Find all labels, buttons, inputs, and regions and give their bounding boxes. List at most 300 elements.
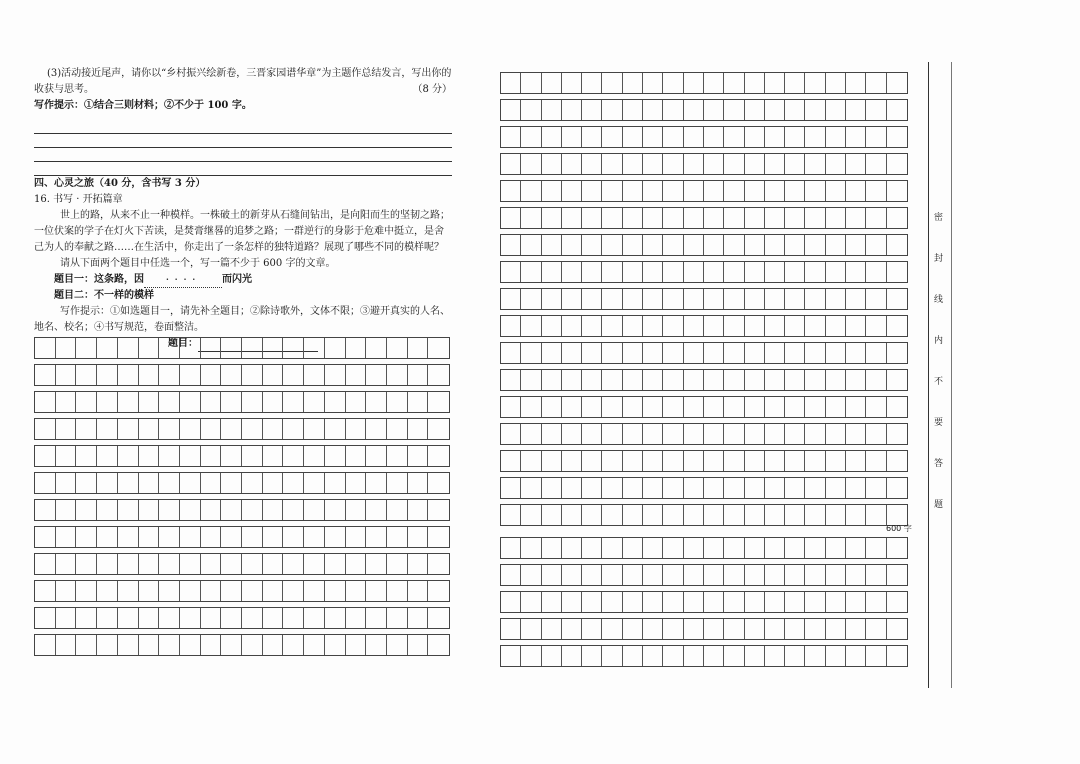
- grid-cell[interactable]: [325, 473, 346, 493]
- grid-cell[interactable]: [785, 127, 805, 147]
- grid-cell[interactable]: [76, 446, 97, 466]
- grid-cell[interactable]: [408, 500, 429, 520]
- grid-cell[interactable]: [663, 592, 683, 612]
- grid-cell[interactable]: [826, 289, 846, 309]
- grid-cell[interactable]: [428, 419, 449, 439]
- grid-cell[interactable]: [684, 343, 704, 363]
- grid-cell[interactable]: [826, 100, 846, 120]
- grid-cell[interactable]: [139, 554, 160, 574]
- grid-cell[interactable]: [765, 646, 785, 666]
- grid-cell[interactable]: [501, 592, 521, 612]
- grid-cell[interactable]: [408, 473, 429, 493]
- grid-cell[interactable]: [542, 538, 562, 558]
- grid-cell[interactable]: [724, 100, 744, 120]
- grid-cell[interactable]: [263, 527, 284, 547]
- grid-cell[interactable]: [724, 370, 744, 390]
- q3-answer-lines[interactable]: [34, 120, 452, 176]
- grid-cell[interactable]: [684, 451, 704, 471]
- grid-cell[interactable]: [521, 73, 541, 93]
- grid-cell[interactable]: [562, 100, 582, 120]
- grid-cell[interactable]: [724, 397, 744, 417]
- grid-cell[interactable]: [346, 365, 367, 385]
- grid-cell[interactable]: [866, 451, 886, 471]
- grid-cell[interactable]: [501, 181, 521, 201]
- grid-cell[interactable]: [846, 235, 866, 255]
- grid-cell[interactable]: [582, 478, 602, 498]
- grid-cell[interactable]: [304, 581, 325, 601]
- grid-cell[interactable]: [724, 73, 744, 93]
- grid-cell[interactable]: [643, 343, 663, 363]
- grid-cell[interactable]: [221, 527, 242, 547]
- grid-cell[interactable]: [562, 154, 582, 174]
- grid-cell[interactable]: [887, 538, 907, 558]
- grid-cell[interactable]: [663, 478, 683, 498]
- grid-cell[interactable]: [521, 100, 541, 120]
- grid-cell[interactable]: [805, 262, 825, 282]
- grid-cell[interactable]: [325, 338, 346, 358]
- grid-cell[interactable]: [501, 397, 521, 417]
- grid-cell[interactable]: [97, 338, 118, 358]
- grid-cell[interactable]: [387, 473, 408, 493]
- grid-cell[interactable]: [745, 397, 765, 417]
- grid-cell[interactable]: [887, 565, 907, 585]
- grid-cell[interactable]: [56, 419, 77, 439]
- grid-cell[interactable]: [304, 554, 325, 574]
- grid-cell[interactable]: [623, 619, 643, 639]
- grid-cell[interactable]: [76, 635, 97, 655]
- grid-cell[interactable]: [118, 419, 139, 439]
- grid-cell[interactable]: [724, 478, 744, 498]
- grid-cell[interactable]: [97, 473, 118, 493]
- grid-cell[interactable]: [35, 581, 56, 601]
- grid-cell[interactable]: [221, 338, 242, 358]
- grid-cell[interactable]: [159, 446, 180, 466]
- grid-cell[interactable]: [159, 527, 180, 547]
- grid-cell[interactable]: [663, 424, 683, 444]
- grid-cell[interactable]: [201, 392, 222, 412]
- grid-cell[interactable]: [704, 235, 724, 255]
- grid-cell[interactable]: [866, 235, 886, 255]
- grid-cell[interactable]: [56, 338, 77, 358]
- grid-cell[interactable]: [805, 208, 825, 228]
- grid-cell[interactable]: [765, 127, 785, 147]
- grid-cell[interactable]: [623, 316, 643, 336]
- grid-cell[interactable]: [724, 316, 744, 336]
- grid-cell[interactable]: [846, 154, 866, 174]
- grid-cell[interactable]: [542, 127, 562, 147]
- grid-cell[interactable]: [826, 619, 846, 639]
- grid-cell[interactable]: [263, 392, 284, 412]
- grid-cell[interactable]: [118, 554, 139, 574]
- grid-cell[interactable]: [521, 619, 541, 639]
- grid-cell[interactable]: [118, 608, 139, 628]
- grid-cell[interactable]: [35, 338, 56, 358]
- grid-cell[interactable]: [887, 343, 907, 363]
- grid-cell[interactable]: [887, 316, 907, 336]
- grid-cell[interactable]: [887, 478, 907, 498]
- grid-cell[interactable]: [118, 392, 139, 412]
- grid-cell[interactable]: [56, 635, 77, 655]
- grid-cell[interactable]: [602, 370, 622, 390]
- grid-cell[interactable]: [826, 73, 846, 93]
- grid-cell[interactable]: [704, 451, 724, 471]
- grid-cell[interactable]: [562, 208, 582, 228]
- grid-cell[interactable]: [745, 592, 765, 612]
- grid-cell[interactable]: [501, 316, 521, 336]
- grid-cell[interactable]: [304, 608, 325, 628]
- grid-cell[interactable]: [501, 565, 521, 585]
- grid-cell[interactable]: [304, 635, 325, 655]
- grid-cell[interactable]: [366, 419, 387, 439]
- grid-cell[interactable]: [159, 473, 180, 493]
- grid-cell[interactable]: [684, 73, 704, 93]
- grid-cell[interactable]: [221, 500, 242, 520]
- grid-cell[interactable]: [428, 554, 449, 574]
- grid-cell[interactable]: [346, 446, 367, 466]
- grid-cell[interactable]: [366, 338, 387, 358]
- grid-cell[interactable]: [562, 289, 582, 309]
- grid-cell[interactable]: [35, 527, 56, 547]
- grid-cell[interactable]: [846, 505, 866, 525]
- grid-cell[interactable]: [387, 500, 408, 520]
- grid-cell[interactable]: [428, 527, 449, 547]
- grid-cell[interactable]: [366, 581, 387, 601]
- grid-cell[interactable]: [826, 646, 846, 666]
- grid-cell[interactable]: [408, 635, 429, 655]
- grid-cell[interactable]: [180, 608, 201, 628]
- grid-cell[interactable]: [623, 592, 643, 612]
- grid-cell[interactable]: [242, 392, 263, 412]
- grid-cell[interactable]: [785, 262, 805, 282]
- grid-cell[interactable]: [745, 619, 765, 639]
- grid-cell[interactable]: [408, 581, 429, 601]
- grid-cell[interactable]: [623, 181, 643, 201]
- answer-line[interactable]: [34, 120, 452, 134]
- grid-cell[interactable]: [846, 208, 866, 228]
- grid-cell[interactable]: [201, 365, 222, 385]
- grid-cell[interactable]: [623, 73, 643, 93]
- grid-cell[interactable]: [684, 397, 704, 417]
- grid-cell[interactable]: [724, 505, 744, 525]
- grid-cell[interactable]: [866, 289, 886, 309]
- grid-cell[interactable]: [283, 392, 304, 412]
- grid-cell[interactable]: [408, 527, 429, 547]
- grid-cell[interactable]: [582, 262, 602, 282]
- grid-cell[interactable]: [724, 154, 744, 174]
- grid-cell[interactable]: [562, 316, 582, 336]
- grid-cell[interactable]: [684, 235, 704, 255]
- grid-cell[interactable]: [542, 370, 562, 390]
- grid-cell[interactable]: [201, 338, 222, 358]
- grid-cell[interactable]: [745, 646, 765, 666]
- grid-cell[interactable]: [283, 500, 304, 520]
- grid-cell[interactable]: [745, 127, 765, 147]
- grid-cell[interactable]: [724, 565, 744, 585]
- grid-cell[interactable]: [325, 608, 346, 628]
- grid-cell[interactable]: [602, 343, 622, 363]
- grid-cell[interactable]: [76, 419, 97, 439]
- grid-row[interactable]: [34, 499, 450, 521]
- grid-row[interactable]: [500, 99, 908, 121]
- grid-cell[interactable]: [887, 619, 907, 639]
- grid-cell[interactable]: [623, 646, 643, 666]
- grid-cell[interactable]: [805, 397, 825, 417]
- grid-cell[interactable]: [866, 538, 886, 558]
- grid-cell[interactable]: [643, 370, 663, 390]
- grid-cell[interactable]: [846, 316, 866, 336]
- grid-cell[interactable]: [765, 100, 785, 120]
- grid-cell[interactable]: [684, 127, 704, 147]
- grid-cell[interactable]: [643, 619, 663, 639]
- grid-cell[interactable]: [643, 154, 663, 174]
- grid-cell[interactable]: [346, 635, 367, 655]
- grid-cell[interactable]: [826, 154, 846, 174]
- grid-row[interactable]: [500, 234, 908, 256]
- grid-cell[interactable]: [846, 592, 866, 612]
- grid-cell[interactable]: [663, 343, 683, 363]
- grid-cell[interactable]: [35, 473, 56, 493]
- grid-cell[interactable]: [663, 646, 683, 666]
- grid-cell[interactable]: [35, 446, 56, 466]
- grid-cell[interactable]: [582, 451, 602, 471]
- grid-row[interactable]: [34, 364, 450, 386]
- grid-cell[interactable]: [263, 581, 284, 601]
- grid-cell[interactable]: [887, 289, 907, 309]
- grid-cell[interactable]: [846, 451, 866, 471]
- grid-cell[interactable]: [866, 343, 886, 363]
- grid-cell[interactable]: [826, 208, 846, 228]
- grid-cell[interactable]: [242, 608, 263, 628]
- grid-cell[interactable]: [684, 619, 704, 639]
- grid-cell[interactable]: [242, 527, 263, 547]
- grid-cell[interactable]: [387, 608, 408, 628]
- grid-cell[interactable]: [643, 262, 663, 282]
- grid-cell[interactable]: [602, 127, 622, 147]
- grid-row[interactable]: [34, 472, 450, 494]
- grid-cell[interactable]: [866, 424, 886, 444]
- grid-cell[interactable]: [826, 262, 846, 282]
- grid-cell[interactable]: [428, 581, 449, 601]
- grid-cell[interactable]: [521, 127, 541, 147]
- grid-cell[interactable]: [684, 154, 704, 174]
- grid-cell[interactable]: [180, 446, 201, 466]
- grid-cell[interactable]: [623, 343, 643, 363]
- grid-cell[interactable]: [501, 478, 521, 498]
- grid-row[interactable]: [500, 450, 908, 472]
- grid-cell[interactable]: [623, 478, 643, 498]
- grid-cell[interactable]: [56, 527, 77, 547]
- grid-cell[interactable]: [745, 100, 765, 120]
- grid-cell[interactable]: [501, 73, 521, 93]
- grid-cell[interactable]: [663, 73, 683, 93]
- grid-cell[interactable]: [724, 127, 744, 147]
- grid-cell[interactable]: [602, 505, 622, 525]
- grid-cell[interactable]: [704, 73, 724, 93]
- grid-cell[interactable]: [501, 343, 521, 363]
- grid-cell[interactable]: [684, 208, 704, 228]
- grid-cell[interactable]: [180, 554, 201, 574]
- grid-cell[interactable]: [56, 365, 77, 385]
- grid-cell[interactable]: [663, 127, 683, 147]
- grid-cell[interactable]: [283, 365, 304, 385]
- grid-cell[interactable]: [562, 538, 582, 558]
- grid-cell[interactable]: [76, 554, 97, 574]
- grid-cell[interactable]: [805, 235, 825, 255]
- grid-cell[interactable]: [846, 262, 866, 282]
- grid-cell[interactable]: [428, 500, 449, 520]
- grid-cell[interactable]: [428, 473, 449, 493]
- grid-cell[interactable]: [542, 316, 562, 336]
- grid-cell[interactable]: [805, 646, 825, 666]
- grid-cell[interactable]: [846, 181, 866, 201]
- grid-cell[interactable]: [826, 592, 846, 612]
- grid-cell[interactable]: [159, 338, 180, 358]
- grid-cell[interactable]: [139, 338, 160, 358]
- grid-cell[interactable]: [221, 365, 242, 385]
- grid-cell[interactable]: [521, 289, 541, 309]
- grid-cell[interactable]: [283, 473, 304, 493]
- grid-cell[interactable]: [408, 365, 429, 385]
- grid-cell[interactable]: [623, 370, 643, 390]
- grid-cell[interactable]: [582, 235, 602, 255]
- grid-cell[interactable]: [602, 538, 622, 558]
- grid-cell[interactable]: [643, 73, 663, 93]
- grid-cell[interactable]: [765, 235, 785, 255]
- grid-cell[interactable]: [846, 127, 866, 147]
- grid-cell[interactable]: [704, 478, 724, 498]
- grid-cell[interactable]: [623, 424, 643, 444]
- grid-cell[interactable]: [304, 500, 325, 520]
- grid-cell[interactable]: [704, 538, 724, 558]
- grid-cell[interactable]: [887, 100, 907, 120]
- grid-cell[interactable]: [180, 473, 201, 493]
- grid-cell[interactable]: [562, 370, 582, 390]
- grid-cell[interactable]: [582, 424, 602, 444]
- grid-cell[interactable]: [643, 478, 663, 498]
- grid-cell[interactable]: [201, 419, 222, 439]
- grid-cell[interactable]: [521, 646, 541, 666]
- grid-cell[interactable]: [887, 505, 907, 525]
- grid-cell[interactable]: [582, 73, 602, 93]
- grid-cell[interactable]: [387, 527, 408, 547]
- grid-cell[interactable]: [765, 262, 785, 282]
- grid-cell[interactable]: [684, 538, 704, 558]
- grid-cell[interactable]: [663, 181, 683, 201]
- grid-cell[interactable]: [35, 608, 56, 628]
- grid-cell[interactable]: [346, 527, 367, 547]
- grid-cell[interactable]: [866, 208, 886, 228]
- grid-cell[interactable]: [180, 365, 201, 385]
- grid-cell[interactable]: [582, 289, 602, 309]
- grid-row[interactable]: [500, 72, 908, 94]
- grid-cell[interactable]: [785, 478, 805, 498]
- grid-cell[interactable]: [408, 554, 429, 574]
- grid-cell[interactable]: [704, 127, 724, 147]
- grid-cell[interactable]: [221, 419, 242, 439]
- grid-cell[interactable]: [263, 608, 284, 628]
- grid-cell[interactable]: [785, 451, 805, 471]
- grid-cell[interactable]: [387, 392, 408, 412]
- grid-cell[interactable]: [643, 289, 663, 309]
- grid-cell[interactable]: [408, 338, 429, 358]
- grid-cell[interactable]: [866, 397, 886, 417]
- grid-cell[interactable]: [724, 235, 744, 255]
- grid-row[interactable]: [500, 126, 908, 148]
- grid-cell[interactable]: [684, 505, 704, 525]
- grid-cell[interactable]: [745, 565, 765, 585]
- grid-cell[interactable]: [366, 392, 387, 412]
- grid-cell[interactable]: [846, 370, 866, 390]
- grid-cell[interactable]: [97, 419, 118, 439]
- grid-cell[interactable]: [623, 451, 643, 471]
- grid-cell[interactable]: [846, 565, 866, 585]
- grid-cell[interactable]: [283, 446, 304, 466]
- grid-cell[interactable]: [704, 592, 724, 612]
- grid-cell[interactable]: [724, 592, 744, 612]
- grid-cell[interactable]: [866, 646, 886, 666]
- grid-row[interactable]: [34, 580, 450, 602]
- grid-cell[interactable]: [643, 127, 663, 147]
- grid-cell[interactable]: [765, 316, 785, 336]
- grid-cell[interactable]: [562, 262, 582, 282]
- grid-cell[interactable]: [684, 424, 704, 444]
- grid-cell[interactable]: [180, 581, 201, 601]
- grid-cell[interactable]: [346, 581, 367, 601]
- grid-cell[interactable]: [201, 635, 222, 655]
- grid-cell[interactable]: [325, 446, 346, 466]
- grid-cell[interactable]: [805, 478, 825, 498]
- grid-cell[interactable]: [805, 451, 825, 471]
- grid-cell[interactable]: [263, 554, 284, 574]
- grid-cell[interactable]: [663, 316, 683, 336]
- grid-cell[interactable]: [785, 592, 805, 612]
- grid-cell[interactable]: [582, 181, 602, 201]
- grid-cell[interactable]: [521, 235, 541, 255]
- grid-cell[interactable]: [765, 397, 785, 417]
- grid-cell[interactable]: [562, 127, 582, 147]
- grid-cell[interactable]: [785, 505, 805, 525]
- grid-cell[interactable]: [602, 424, 622, 444]
- grid-cell[interactable]: [887, 370, 907, 390]
- grid-cell[interactable]: [704, 316, 724, 336]
- grid-cell[interactable]: [826, 397, 846, 417]
- grid-cell[interactable]: [562, 424, 582, 444]
- grid-cell[interactable]: [602, 592, 622, 612]
- grid-cell[interactable]: [387, 635, 408, 655]
- grid-cell[interactable]: [542, 505, 562, 525]
- grid-cell[interactable]: [221, 392, 242, 412]
- grid-cell[interactable]: [785, 181, 805, 201]
- grid-row[interactable]: [500, 537, 908, 559]
- grid-cell[interactable]: [242, 500, 263, 520]
- grid-cell[interactable]: [684, 478, 704, 498]
- grid-cell[interactable]: [118, 338, 139, 358]
- grid-cell[interactable]: [765, 343, 785, 363]
- grid-row[interactable]: [34, 337, 450, 359]
- grid-row[interactable]: [500, 504, 908, 526]
- grid-cell[interactable]: [521, 316, 541, 336]
- grid-cell[interactable]: [562, 565, 582, 585]
- grid-cell[interactable]: [325, 365, 346, 385]
- grid-row[interactable]: [34, 634, 450, 656]
- grid-cell[interactable]: [745, 181, 765, 201]
- grid-row[interactable]: [500, 315, 908, 337]
- grid-cell[interactable]: [724, 208, 744, 228]
- grid-cell[interactable]: [887, 424, 907, 444]
- grid-cell[interactable]: [765, 592, 785, 612]
- grid-cell[interactable]: [826, 370, 846, 390]
- grid-cell[interactable]: [521, 538, 541, 558]
